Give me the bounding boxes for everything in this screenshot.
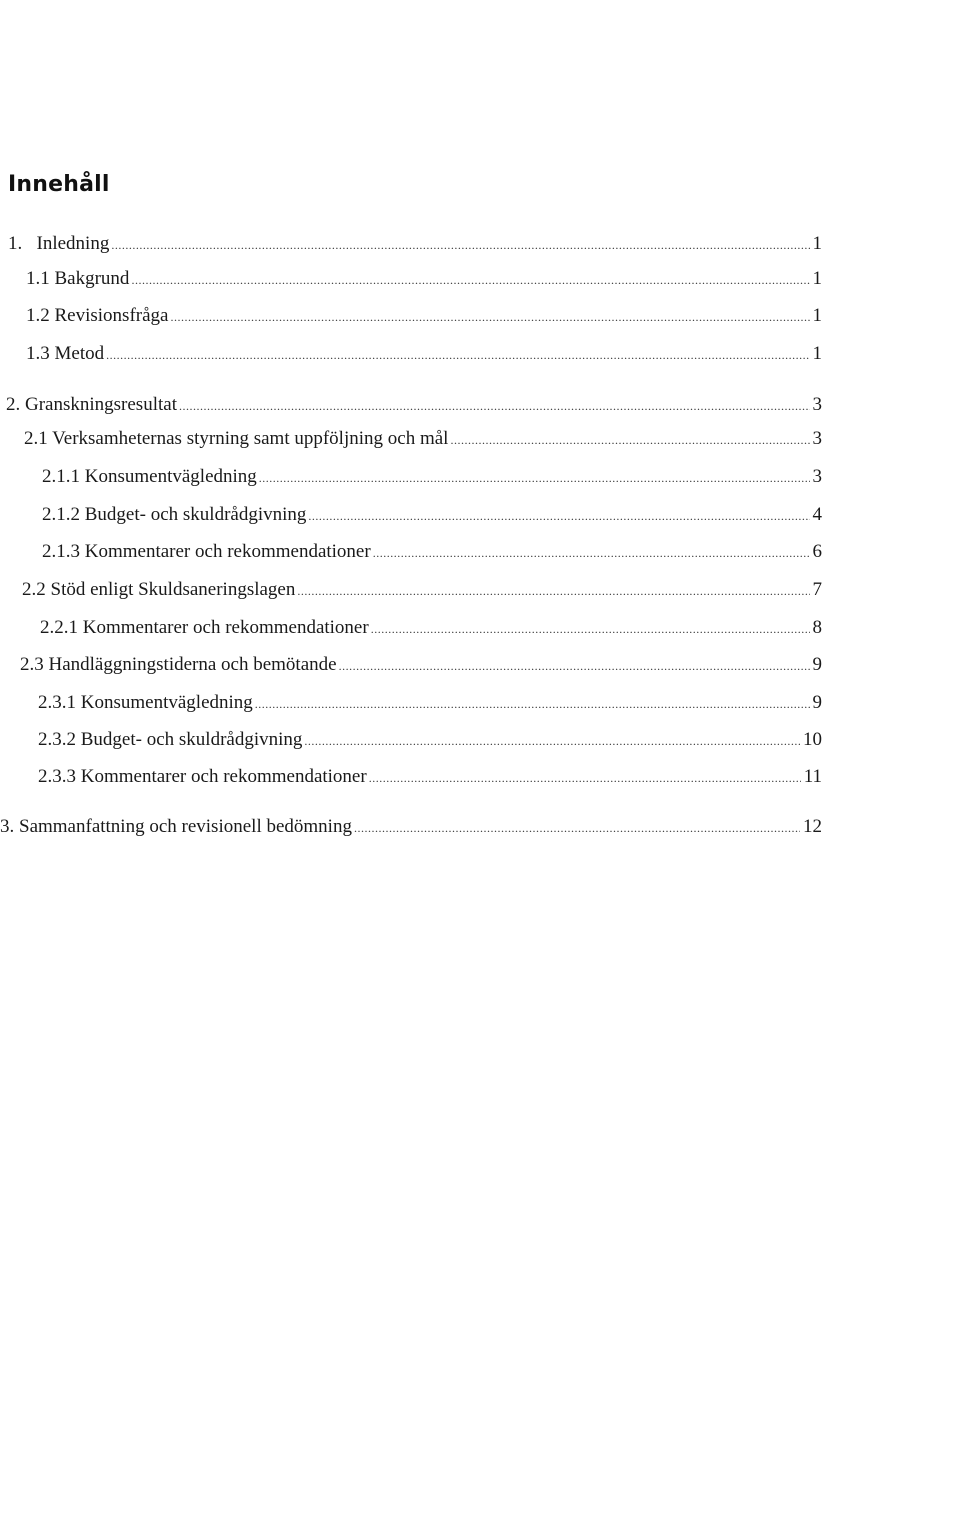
toc-leader-dots: [450, 428, 809, 452]
toc-entry-3[interactable]: [0, 815, 822, 839]
toc-leader-dots: [297, 579, 809, 603]
toc-entry-page: 9: [812, 692, 822, 713]
toc-entry-label: 2.2.1 Kommentarer och rekommendationer: [40, 617, 369, 638]
toc-entry-page: 1: [812, 268, 822, 289]
toc-leader-dots: [354, 816, 800, 840]
toc-entry-2-1-2[interactable]: [42, 503, 822, 527]
toc-entry-2-1-1[interactable]: [42, 465, 822, 489]
toc-entry-1-3[interactable]: [26, 342, 822, 366]
toc-entry-2[interactable]: [6, 393, 822, 417]
toc-leader-dots: [373, 541, 810, 565]
toc-entry-page: 7: [812, 579, 822, 600]
toc-entry-page: 4: [812, 504, 822, 525]
toc-entry-label: 3. Sammanfattning och revisionell bedömning: [0, 816, 352, 837]
toc-entry-page: 10: [803, 729, 822, 750]
toc-entry-2-2[interactable]: [22, 578, 822, 602]
toc-leader-dots: [179, 394, 810, 418]
toc-entry-page: 3: [812, 466, 822, 487]
toc-entry-label: 2. Granskningsresultat: [6, 394, 177, 415]
toc-entry-2-3[interactable]: [20, 653, 822, 677]
toc-entry-label: 2.3 Handläggningstiderna och bemötande: [20, 654, 337, 675]
toc-entry-label: 2.1.2 Budget- och skuldrådgivning: [42, 504, 307, 525]
toc-leader-dots: [371, 617, 810, 641]
toc-entry-label: 1.2 Revisionsfråga: [26, 305, 169, 326]
toc-title: Innehåll: [8, 172, 110, 197]
toc-entry-page: 8: [812, 617, 822, 638]
toc-entry-page: 1: [812, 343, 822, 364]
toc-leader-dots: [111, 233, 809, 257]
toc-entry-2-2-1[interactable]: [40, 616, 822, 640]
toc-leader-dots: [106, 343, 809, 367]
toc-entry-page: 12: [803, 816, 822, 837]
toc-leader-dots: [255, 692, 810, 716]
toc-entry-label: 2.3.2 Budget- och skuldrådgivning: [38, 729, 303, 750]
toc-leader-dots: [308, 504, 809, 528]
toc-entry-page: 11: [803, 766, 822, 787]
toc-entry-1-2[interactable]: [26, 304, 822, 328]
toc-leader-dots: [369, 766, 801, 790]
toc-leader-dots: [170, 305, 809, 329]
toc-entry-2-1-3[interactable]: [42, 540, 822, 564]
toc-entry-page: 6: [812, 541, 822, 562]
toc-entry-1-1[interactable]: [26, 267, 822, 291]
toc-leader-dots: [339, 654, 810, 678]
toc-entry-1[interactable]: [8, 232, 822, 256]
toc-entry-label: 2.1.3 Kommentarer och rekommendationer: [42, 541, 371, 562]
toc-entry-2-3-3[interactable]: [38, 765, 822, 789]
toc-entry-2-3-1[interactable]: [38, 691, 822, 715]
toc-entry-label: 2.1 Verksamheternas styrning samt uppföljning och mål: [24, 428, 449, 449]
toc-entry-label: 1. Inledning: [8, 233, 110, 254]
toc-entry-label: 2.3.3 Kommentarer och rekommendationer: [38, 766, 367, 787]
toc-entry-page: 1: [812, 233, 822, 254]
toc-entry-label: 2.2 Stöd enligt Skuldsaneringslagen: [22, 579, 296, 600]
toc-entry-2-3-2[interactable]: [38, 728, 822, 752]
toc-entry-page: 3: [812, 428, 822, 449]
toc-entry-label: 1.3 Metod: [26, 343, 105, 364]
toc-entry-label: 2.1.1 Konsumentvägledning: [42, 466, 257, 487]
toc-entry-label: 1.1 Bakgrund: [26, 268, 130, 289]
toc-entry-page: 3: [812, 394, 822, 415]
toc-leader-dots: [131, 268, 809, 292]
toc-leader-dots: [304, 729, 800, 753]
toc-leader-dots: [259, 466, 810, 490]
toc-entry-label: 2.3.1 Konsumentvägledning: [38, 692, 253, 713]
toc-entry-2-1[interactable]: [24, 427, 822, 451]
toc-entry-page: 9: [812, 654, 822, 675]
toc-entry-page: 1: [812, 305, 822, 326]
